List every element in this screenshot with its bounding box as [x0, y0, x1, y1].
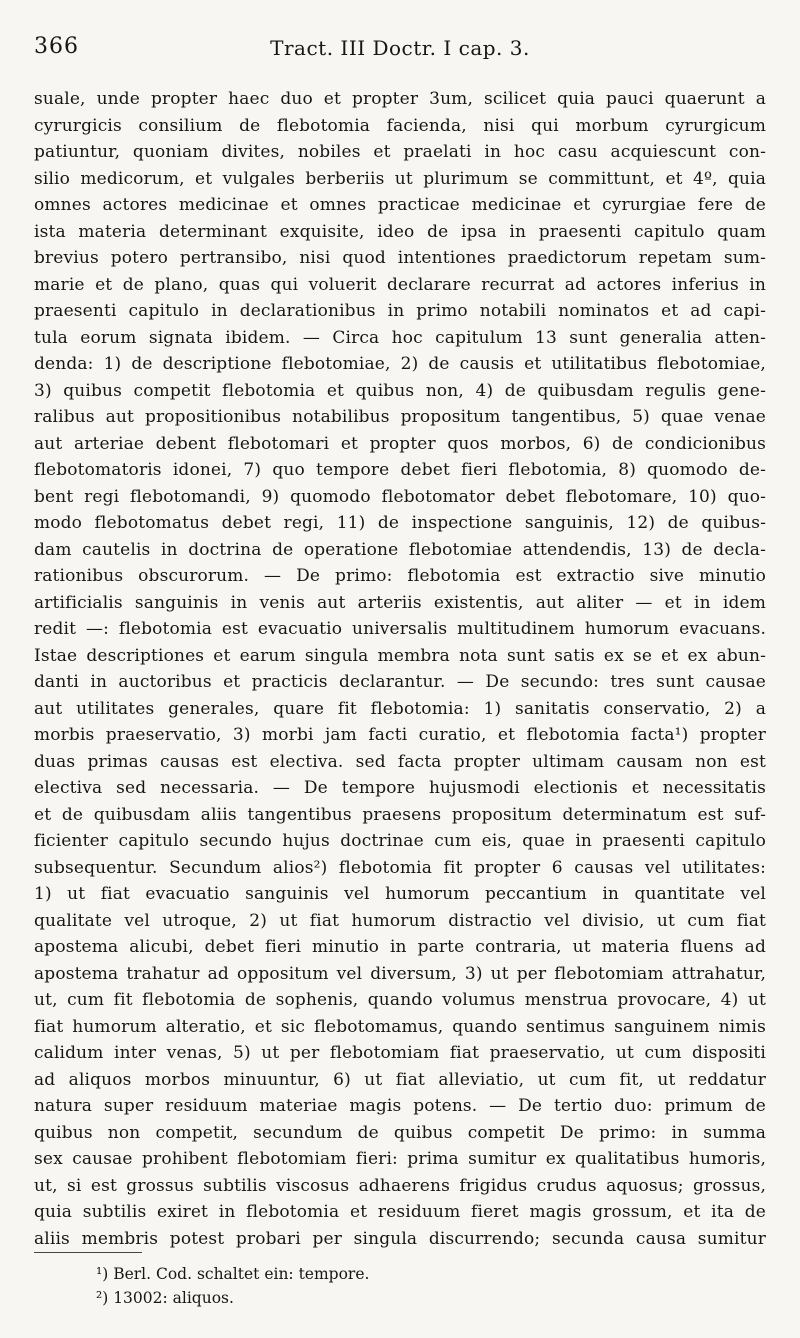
footnote-divider: [34, 1252, 142, 1253]
text-line: marie et de plano, quas qui voluerit declarare recurrat ad actores inferius in: [34, 274, 766, 295]
text-line: subsequentur. Secundum alios²) flebotomia fit propter 6 causas vel utilitates:: [34, 857, 766, 878]
footnote: ²) 13002: aliquos.: [96, 1289, 234, 1307]
text-line: natura super residuum materiae magis potens. — De tertio duo: primum de: [34, 1096, 766, 1116]
text-line: rationibus obscurorum. — De primo: flebotomia est extractio sive minutio: [34, 566, 766, 586]
text-line: et de quibusdam aliis tangentibus praesens propositum determinatum est suf-: [34, 804, 766, 825]
text-line: omnes actores medicinae et omnes practicae medicinae et cyrurgiae fere de: [34, 195, 766, 215]
text-line: electiva sed necessaria. — De tempore hujusmodi electionis et necessitatis: [34, 778, 766, 798]
running-title: Tract. III Doctr. I cap. 3.: [270, 36, 530, 60]
text-line: denda: 1) de descriptione flebotomiae, 2) de causis et utilitatibus flebotomiae,: [34, 354, 766, 374]
text-line: sex causae prohibent flebotomiam fieri: prima sumitur ex qualitatibus humoris,: [34, 1149, 766, 1169]
footnote: ¹) Berl. Cod. schaltet ein: tempore.: [96, 1265, 370, 1283]
text-line: quia subtilis exiret in flebotomia et residuum fieret magis grossum, et ita de: [34, 1202, 766, 1222]
text-line: praesenti capitulo in declarationibus in primo notabili nominatos et ad capi-: [34, 301, 766, 321]
text-line: aliis membris potest probari per singula discurrendo; secunda causa sumitur: [34, 1228, 766, 1249]
text-line: ralibus aut propositionibus notabilibus propositum tangentibus, 5) quae venae: [34, 407, 766, 427]
text-line: patiuntur, quoniam divites, nobiles et praelati in hoc casu acquiescunt con-: [34, 142, 766, 162]
text-line: ficienter capitulo secundo hujus doctrinae cum eis, quae in praesenti capitulo: [34, 831, 766, 851]
text-line: apostema trahatur ad oppositum vel diversum, 3) ut per flebotomiam attrahatur,: [34, 963, 766, 984]
footnotes: [96, 1262, 616, 1310]
text-line: artificialis sanguinis in venis aut arteriis existentis, aut aliter — et in idem: [34, 592, 766, 613]
text-line: cyrurgicis consilium de flebotomia facienda, nisi qui morbum cyrurgicum: [34, 115, 766, 136]
text-line: ista materia determinant exquisite, ideo de ipsa in praesenti capitulo quam: [34, 221, 766, 242]
text-line: flebotomatoris idonei, 7) quo tempore debet fieri flebotomia, 8) quomodo de-: [34, 460, 766, 480]
text-line: redit —: flebotomia est evacuatio universalis multitudinem humorum evacuans.: [34, 619, 766, 639]
text-line: aut utilitates generales, quare fit flebotomia: 1) sanitatis conservatio, 2) a: [34, 698, 766, 719]
text-line: brevius potero pertransibo, nisi quod intentiones praedictorum repetam sum-: [34, 248, 766, 268]
text-line: quibus non competit, secundum de quibus competit De primo: in summa: [34, 1122, 766, 1143]
text-line: apostema alicubi, debet fieri minutio in parte contraria, ut materia fluens ad: [34, 937, 766, 957]
text-line: ut, cum fit flebotomia de sophenis, quando volumus menstrua provocare, 4) ut: [34, 990, 766, 1010]
page-header: [34, 30, 766, 66]
text-line: ad aliquos morbos minuuntur, 6) ut fiat alleviatio, ut cum fit, ut reddatur: [34, 1069, 766, 1090]
text-line: danti in auctoribus et practicis declarantur. — De secundo: tres sunt causae: [34, 672, 766, 692]
text-line: fiat humorum alteratio, et sic flebotomamus, quando sentimus sanguinem nimis: [34, 1016, 766, 1037]
text-line: tula eorum signata ibidem. — Circa hoc capitulum 13 sunt generalia atten-: [34, 327, 766, 348]
text-line: 3) quibus competit flebotomia et quibus non, 4) de quibusdam regulis gene-: [34, 380, 766, 401]
text-line: modo flebotomatus debet regi, 11) de inspectione sanguinis, 12) de quibus-: [34, 513, 766, 533]
text-line: calidum inter venas, 5) ut per flebotomiam fiat praeservatio, ut cum dispositi: [34, 1043, 766, 1063]
text-line: aut arteriae debent flebotomari et propter quos morbos, 6) de condicionibus: [34, 433, 766, 454]
text-line: qualitate vel utroque, 2) ut fiat humorum distractio vel divisio, ut cum fiat: [34, 910, 766, 931]
text-line: silio medicorum, et vulgales berberiis ut plurimum se committunt, et 4º, quia: [34, 168, 766, 189]
page-number: 366: [34, 34, 79, 59]
text-line: Istae descriptiones et earum singula membra nota sunt satis ex se et ex abun-: [34, 645, 766, 666]
body-text: [34, 86, 766, 1252]
text-line: ut, si est grossus subtilis viscosus adhaerens frigidus crudus aquosus; grossus,: [34, 1175, 766, 1196]
text-line: suale, unde propter haec duo et propter 3um, scilicet quia pauci quaerunt a: [34, 89, 766, 109]
text-line: duas primas causas est electiva. sed facta propter ultimam causam non est: [34, 751, 766, 772]
text-line: morbis praeservatio, 3) morbi jam facti curatio, et flebotomia facta¹) propter: [34, 725, 766, 745]
text-line: dam cautelis in doctrina de operatione flebotomiae attendendis, 13) de decla-: [34, 539, 766, 560]
text-line: bent regi flebotomandi, 9) quomodo flebotomator debet flebotomare, 10) quo-: [34, 486, 766, 507]
text-line: 1) ut fiat evacuatio sanguinis vel humorum peccantium in quantitate vel: [34, 884, 766, 904]
